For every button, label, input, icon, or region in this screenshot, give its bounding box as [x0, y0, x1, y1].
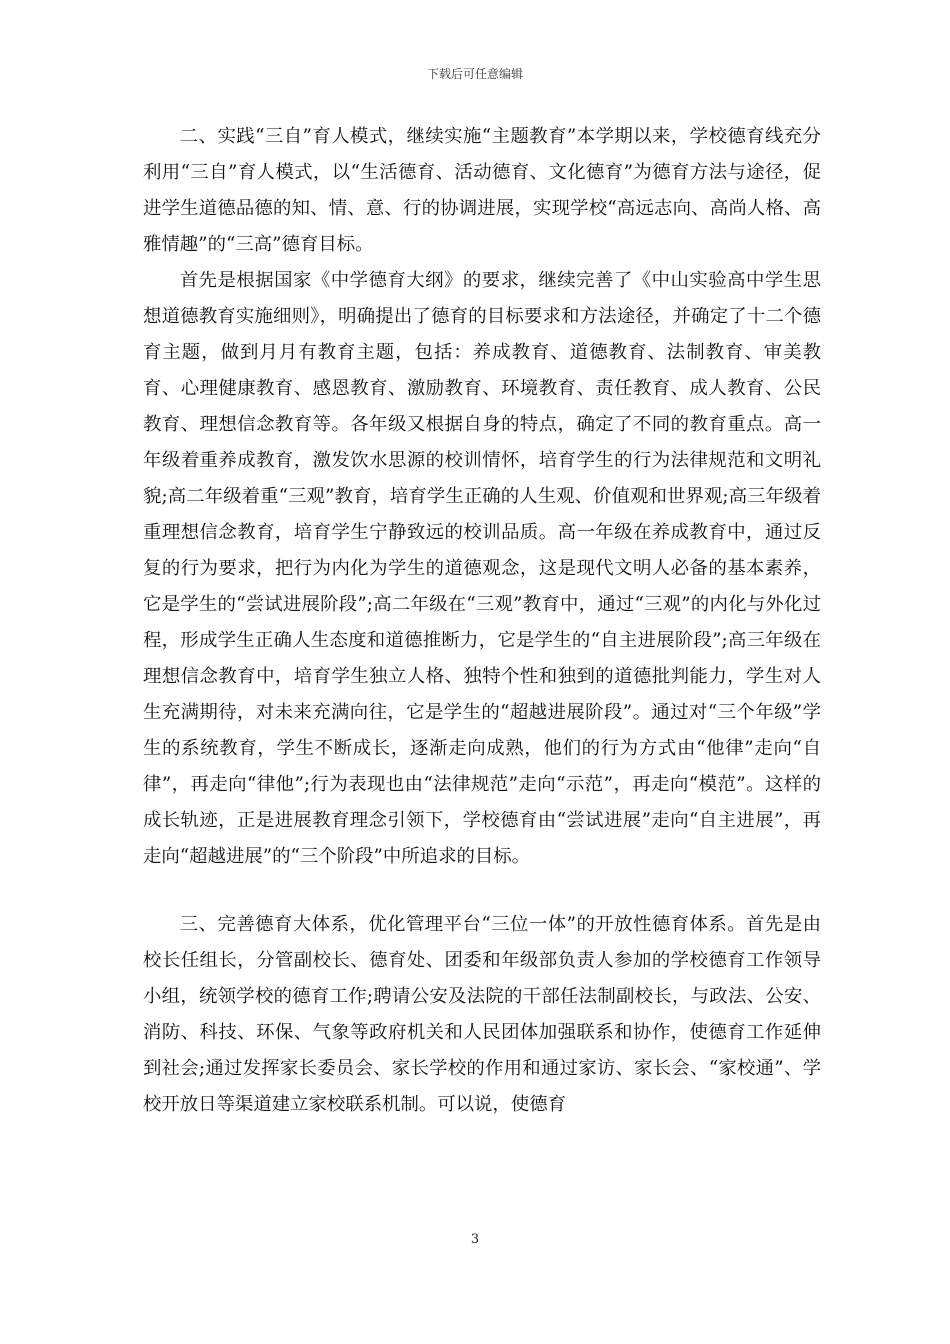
- paragraph-3: 三、完善德育大体系，优化管理平台“三位一体”的开放性德育体系。首先是由校长任组长，分管副校长、德育处、团委和年级部负责人参加的学校德育工作领导小组，统领学校的德育工作;聘请公安及法院的干部任法制副校长，与政法、公安、消防、科技、环保、气象等政府机关和人民团体加强联系和协作，使德育工作延伸到社会;通过发挥家长委员会、家长学校的作用和通过家访、家长会、“家校通”、学校开放日等渠道建立家校联系机制。可以说，使德育: [143, 914, 821, 1115]
- document-body: [143, 119, 821, 1123]
- page-header: 下载后可任意编辑: [426, 67, 523, 81]
- page-number: 3: [470, 1232, 480, 1247]
- paragraph-2: 首先是根据国家《中学德育大纲》的要求，继续完善了《中山实验高中学生思想道德教育实施细则》，明确提出了德育的目标要求和方法途径，并确定了十二个德育主题，做到月月有教育主题，包括：养成教育、道德教育、法制教育、审美教育、心理健康教育、感恩教育、激励教育、环境教育、责任教育、成人教育、公民教育、理想信念教育等。各年级又根据自身的特点，确定了不同的教育重点。高一年级着重养成教育，激发饮水思源的校训情怀，培育学生的行为法律规范和文明礼貌;高二年级着重“三观”教育，培育学生正确的人生观、价值观和世界观;高三年级着重理想信念教育，培育学生宁静致远的校训品质。高一年级在养成教育中，通过反复的行为要求，把行为内化为学生的道德观念，这是现代文明人必备的基本素养，它是学生的“尝试进展阶段”;高二年级在“三观”教育中，通过“三观”的内化与外化过程，形成学生正确人生态度和道德推断力，它是学生的“自主进展阶段”;高三年级在理想信念教育中，培育学生独立人格、独特个性和独到的道德批判能力，学生对人生充满期待，对未来充满向往，它是学生的“超越进展阶段”。通过对“三个年级”学生的系统教育，学生不断成长，逐渐走向成熟，他们的行为方式由“他律”走向“自律”，再走向“律他”;行为表现也由“法律规范”走向“示范”，再走向“模范”。这样的成长轨迹，正是进展教育理念引领下，学校德育由“尝试进展”走向“自主进展”，再走向“超越进展”的“三个阶段”中所追求的目标。: [143, 270, 821, 867]
- paragraph-1: 二、实践“三自”育人模式，继续实施“主题教育”本学期以来，学校德育线充分利用“三自”育人模式，以“生活德育、活动德育、文化德育”为德育方法与途径，促进学生道德品德的知、情、意、行的协调进展，实现学校“高远志向、高尚人格、高雅情趣”的“三高”德育目标。: [143, 126, 821, 255]
